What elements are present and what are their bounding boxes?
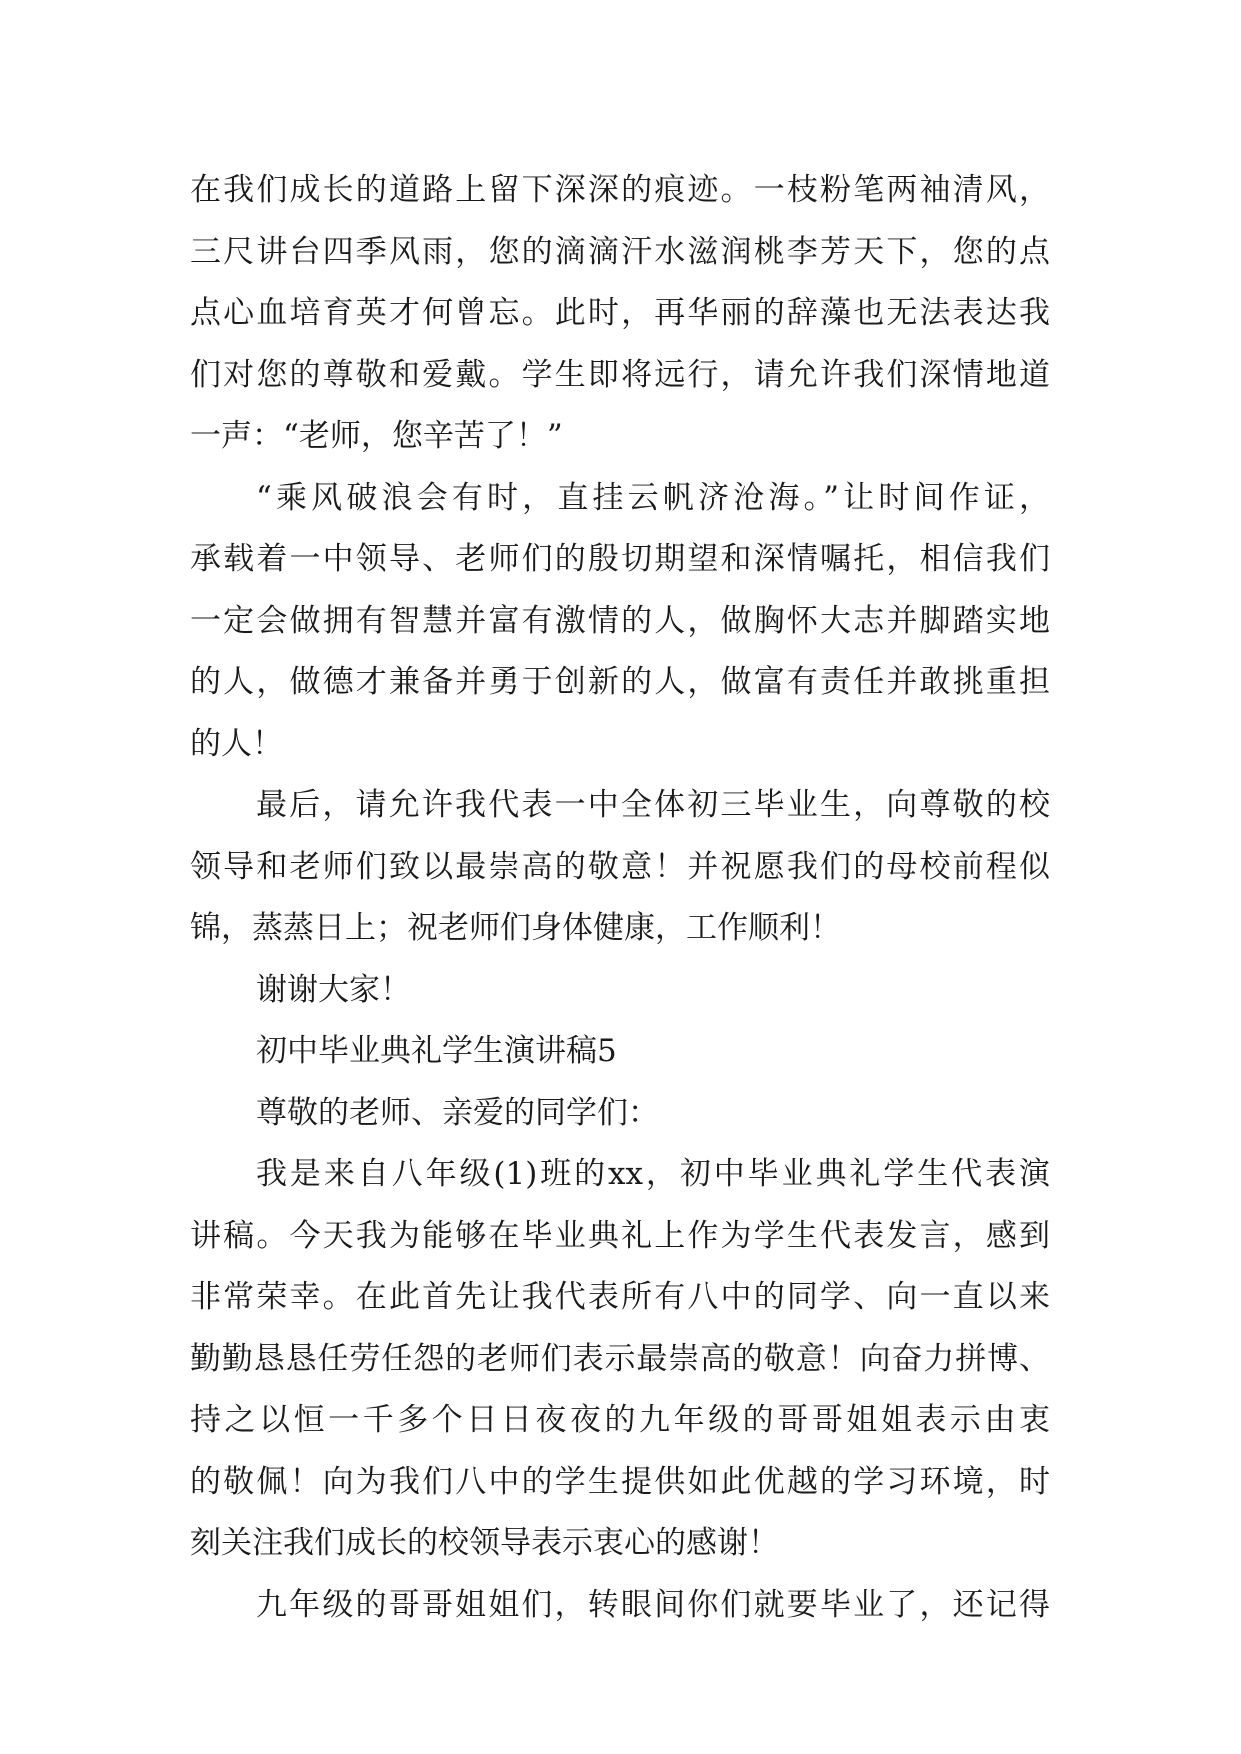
text-line: 持之以恒一千多个日日夜夜的九年级的哥哥姐姐表示由衷: [190, 1402, 1050, 1438]
text-line: 锦，蒸蒸日上；祝老师们身体健康，工作顺利！: [190, 910, 841, 946]
text-line: 最后，请允许我代表一中全体初三毕业生，向尊敬的校: [256, 787, 1050, 823]
text-line: 领导和老师们致以最崇高的敬意！并祝愿我们的母校前程似: [190, 848, 1050, 885]
text-line: 们对您的尊敬和爱戴。学生即将远行，请允许我们深情地道: [190, 356, 1050, 393]
text-line: 承载着一中领导、老师们的殷切期望和深情嘱托，相信我们: [190, 541, 1050, 577]
text-line: 非常荣幸。在此首先让我代表所有八中的同学、向一直以来: [190, 1279, 1050, 1315]
text-line: 三尺讲台四季风雨，您的滴滴汗水滋润桃李芳天下，您的点: [190, 233, 1050, 270]
text-line: 点心血培育英才何曾忘。此时，再华丽的辞藻也无法表达我: [190, 295, 1050, 331]
text-line: 一声：“老师，您辛苦了！”: [190, 418, 563, 454]
document-body: [190, 160, 1050, 1636]
text-line: 我是来自八年级(1)班的xx，初中毕业典礼学生代表演: [256, 1156, 1050, 1192]
text-line: 刻关注我们成长的校领导表示衷心的感谢！: [190, 1525, 779, 1561]
text-line: 一定会做拥有智慧并富有激情的人，做胸怀大志并脚踏实地: [190, 602, 1050, 639]
text-line: 讲稿。今天我为能够在毕业典礼上作为学生代表发言，感到: [190, 1217, 1050, 1254]
text-line: “乘风破浪会有时，直挂云帆济沧海。”让时间作证，: [256, 479, 1050, 516]
text-line: 的人！: [190, 725, 283, 762]
text-line: 谢谢大家！: [256, 971, 411, 1008]
text-line: 在我们成长的道路上留下深深的痕迹。一枝粉笔两袖清风，: [190, 172, 1050, 208]
text-line: 九年级的哥哥姐姐们，转眼间你们就要毕业了，还记得: [256, 1586, 1050, 1623]
text-line: 的敬佩！向为我们八中的学生提供如此优越的学习环境，时: [190, 1463, 1050, 1500]
text-line: 勤勤恳恳任劳任怨的老师们表示最崇高的敬意！向奋力拼博、: [190, 1340, 1050, 1377]
text-line: 初中毕业典礼学生演讲稿5: [256, 1033, 617, 1069]
text-line: 的人，做德才兼备并勇于创新的人，做富有责任并敢挑重担: [190, 664, 1050, 700]
text-line: 尊敬的老师、亲爱的同学们：: [256, 1094, 659, 1131]
